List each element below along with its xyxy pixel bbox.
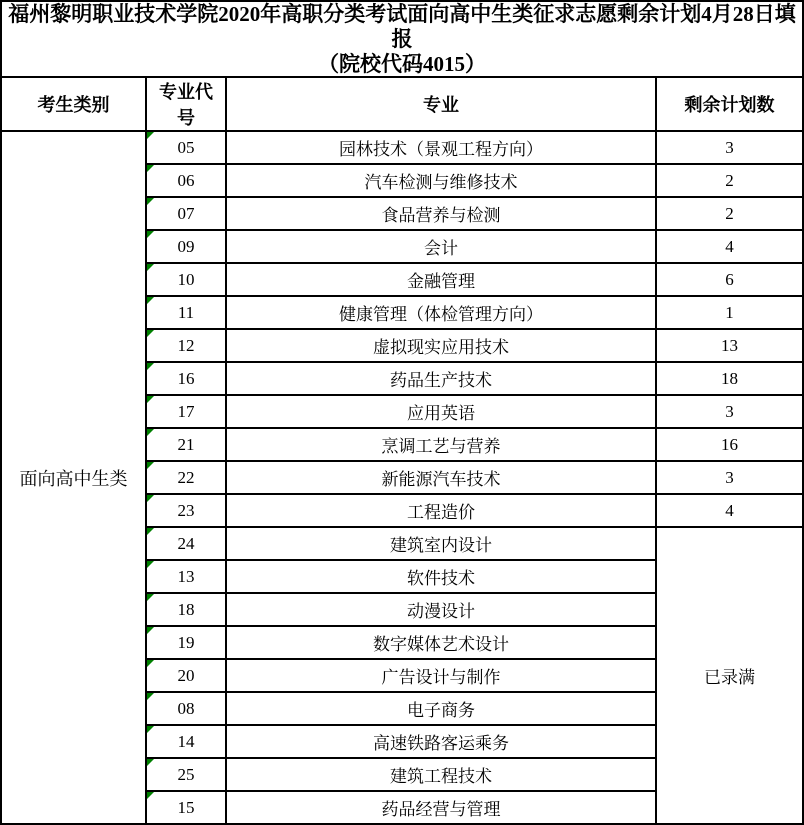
remaining-count-cell: 18 xyxy=(656,362,803,395)
major-code-cell xyxy=(146,362,226,395)
green-triangle-icon xyxy=(147,693,154,700)
remaining-count-cell: 2 xyxy=(656,197,803,230)
major-name-cell: 金融管理 xyxy=(226,263,656,296)
title-line-2: （院校代码4015） xyxy=(318,52,486,76)
green-triangle-icon xyxy=(147,396,154,403)
table-title xyxy=(1,1,803,77)
title-row xyxy=(1,1,803,77)
major-code-cell xyxy=(146,560,226,593)
major-code-cell xyxy=(146,725,226,758)
examinee-category-cell: 面向高中生类 xyxy=(1,131,146,824)
green-triangle-icon xyxy=(147,198,154,205)
major-name-cell: 建筑工程技术 xyxy=(226,758,656,791)
major-code-cell xyxy=(146,692,226,725)
remaining-count-cell: 6 xyxy=(656,263,803,296)
major-name-cell: 应用英语 xyxy=(226,395,656,428)
major-name-cell: 软件技术 xyxy=(226,560,656,593)
green-triangle-icon xyxy=(147,363,154,370)
major-name-cell: 药品经营与管理 xyxy=(226,791,656,824)
major-code-value: 07 xyxy=(177,203,195,223)
green-triangle-icon xyxy=(147,759,154,766)
major-code-value: 18 xyxy=(177,599,195,619)
major-code-value: 14 xyxy=(177,731,195,751)
header-major: 专业 xyxy=(226,77,656,131)
remaining-count-cell: 16 xyxy=(656,428,803,461)
major-code-cell xyxy=(146,626,226,659)
header-remaining-count: 剩余计划数 xyxy=(656,77,803,131)
major-code-cell xyxy=(146,593,226,626)
major-name-cell: 健康管理（体检管理方向） xyxy=(226,296,656,329)
green-triangle-icon xyxy=(147,660,154,667)
major-code-value: 08 xyxy=(177,698,195,718)
major-code-value: 11 xyxy=(177,302,195,322)
major-code-value: 12 xyxy=(177,335,195,355)
major-name-cell: 工程造价 xyxy=(226,494,656,527)
major-code-cell xyxy=(146,461,226,494)
remaining-count-cell: 3 xyxy=(656,131,803,164)
header-row xyxy=(1,77,803,131)
green-triangle-icon xyxy=(147,429,154,436)
green-triangle-icon xyxy=(147,231,154,238)
major-code-value: 10 xyxy=(177,269,195,289)
green-triangle-icon xyxy=(147,528,154,535)
green-triangle-icon xyxy=(147,792,154,799)
green-triangle-icon xyxy=(147,594,154,601)
major-code-cell xyxy=(146,164,226,197)
major-code-cell xyxy=(146,527,226,560)
major-code-value: 23 xyxy=(177,500,195,520)
major-code-cell xyxy=(146,329,226,362)
green-triangle-icon xyxy=(147,264,154,271)
major-code-cell xyxy=(146,263,226,296)
major-name-cell: 会计 xyxy=(226,230,656,263)
title-line-1: 福州黎明职业技术学院2020年高职分类考试面向高中生类征求志愿剩余计划4月28日填报 xyxy=(8,2,796,51)
major-code-value: 25 xyxy=(177,764,195,784)
major-code-cell xyxy=(146,197,226,230)
green-triangle-icon xyxy=(147,165,154,172)
major-code-value: 15 xyxy=(177,797,195,817)
major-code-value: 13 xyxy=(177,566,195,586)
major-name-cell: 虚拟现实应用技术 xyxy=(226,329,656,362)
major-code-value: 19 xyxy=(177,632,195,652)
major-name-cell: 高速铁路客运乘务 xyxy=(226,725,656,758)
major-code-cell xyxy=(146,428,226,461)
major-code-cell xyxy=(146,758,226,791)
major-name-cell: 动漫设计 xyxy=(226,593,656,626)
green-triangle-icon xyxy=(147,462,154,469)
table-body xyxy=(1,131,803,824)
major-code-value: 17 xyxy=(177,401,195,421)
header-examinee-category: 考生类别 xyxy=(1,77,146,131)
remaining-count-cell: 3 xyxy=(656,461,803,494)
major-name-cell: 烹调工艺与营养 xyxy=(226,428,656,461)
remaining-count-cell: 4 xyxy=(656,494,803,527)
major-code-value: 09 xyxy=(177,236,195,256)
remaining-count-cell: 1 xyxy=(656,296,803,329)
green-triangle-icon xyxy=(147,561,154,568)
major-code-cell xyxy=(146,296,226,329)
major-name-cell: 广告设计与制作 xyxy=(226,659,656,692)
merged-remaining-cell: 已录满 xyxy=(656,527,803,824)
major-code-value: 22 xyxy=(177,467,195,487)
major-code-value: 20 xyxy=(177,665,195,685)
remaining-count-cell: 4 xyxy=(656,230,803,263)
green-triangle-icon xyxy=(147,297,154,304)
major-code-cell xyxy=(146,395,226,428)
major-code-cell xyxy=(146,494,226,527)
major-code-cell xyxy=(146,791,226,824)
major-code-value: 06 xyxy=(177,170,195,190)
major-name-cell: 汽车检测与维修技术 xyxy=(226,164,656,197)
header-major-code: 专业代号 xyxy=(146,77,226,131)
green-triangle-icon xyxy=(147,627,154,634)
major-code-value: 05 xyxy=(177,137,195,157)
major-name-cell: 数字媒体艺术设计 xyxy=(226,626,656,659)
major-name-cell: 新能源汽车技术 xyxy=(226,461,656,494)
major-code-cell xyxy=(146,230,226,263)
green-triangle-icon xyxy=(147,495,154,502)
green-triangle-icon xyxy=(147,726,154,733)
major-name-cell: 电子商务 xyxy=(226,692,656,725)
major-code-value: 24 xyxy=(177,533,195,553)
major-name-cell: 食品营养与检测 xyxy=(226,197,656,230)
remaining-count-cell: 13 xyxy=(656,329,803,362)
major-code-value: 16 xyxy=(177,368,195,388)
table-row xyxy=(1,131,803,164)
major-code-value: 21 xyxy=(177,434,195,454)
remaining-count-cell: 3 xyxy=(656,395,803,428)
green-triangle-icon xyxy=(147,132,154,139)
major-code-cell xyxy=(146,131,226,164)
major-name-cell: 药品生产技术 xyxy=(226,362,656,395)
major-name-cell: 园林技术（景观工程方向） xyxy=(226,131,656,164)
major-name-cell: 建筑室内设计 xyxy=(226,527,656,560)
green-triangle-icon xyxy=(147,330,154,337)
remaining-count-cell: 2 xyxy=(656,164,803,197)
major-code-cell xyxy=(146,659,226,692)
